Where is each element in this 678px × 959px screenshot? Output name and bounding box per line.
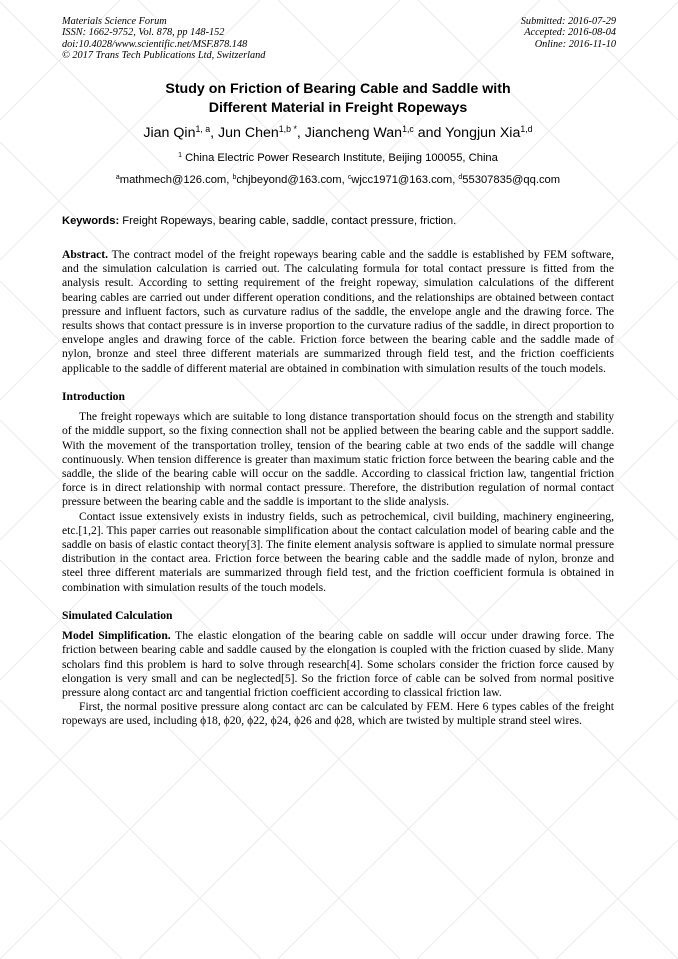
introduction-paragraph-2: Contact issue extensively exists in industry fields, such as petrochemical, civil building, machinery engineering, etc.[1,2]. This paper carries out reasonable simplification about the contact calculation model of bearing cable and the saddle on basis of elastic contact theory[3]. The finite element analysis software is applied to simulate normal pressure distribution in the contact area. Friction force between the bearing cable and the saddle made of nylon, bronze and steel three different materials are summarized through field test, and the friction coefficient formula is obtained in combination with simulation results of the touch models. [62, 509, 614, 594]
title-line-2: Different Material in Freight Ropeways [208, 99, 468, 116]
abstract-label: Abstract. [62, 248, 109, 261]
abstract-text: The contract model of the freight ropeways bearing cable and the saddle is established by FEM software, and the simulation calculation is carried out. The calculating formula for total contact pressure is fitted from the analysis result. According to setting requirement of the freight ropeway, simulation calculations of the different bearing cables are carried out under different operation conditions, and the relationships are obtained between contact pressure and influent factors, such as curvature radius of the saddle, the envelope angle and the drawing force. The results shows that contact pressure is in inverse proportion to the curvature radius of the saddle, in direct proportion to envelope angles and drawing force of the cable. Friction force between the bearing cable and the saddle made of nylon, bronze and steel three different materials are summarized through field test, and the friction coefficients applicable to the saddle of different material are obtained in combination with simulation results of the touch models. [62, 248, 614, 375]
email-address: 55307835@qq.com [462, 174, 561, 186]
accepted-date: Accepted: 2016-08-04 [524, 27, 616, 39]
simulated-calculation-heading: Simulated Calculation [62, 609, 173, 623]
author-name: Jun Chen [218, 125, 279, 141]
email-mark: c [347, 174, 352, 182]
email-mark: a [115, 174, 120, 182]
email-address: mathmech@126.com, [119, 174, 233, 186]
author-name: Yongjun Xia [445, 125, 521, 141]
keywords-text: Freight Ropeways, bearing cable, saddle, contact pressure, friction. [119, 215, 457, 227]
journal-info [62, 16, 265, 61]
email-list [62, 173, 614, 187]
affiliation-text: China Electric Power Research Institute, Beijing 100055, China [181, 152, 498, 164]
author-separator: , [296, 125, 305, 141]
email-address: wjcc1971@163.com, [351, 174, 459, 186]
paper-body [62, 248, 614, 729]
affiliation-mark: 1 [178, 152, 182, 160]
paper-title [62, 80, 614, 117]
author-name: Jiancheng Wan [304, 125, 403, 141]
introduction-heading: Introduction [62, 390, 125, 404]
email-address: chjbeyond@163.com, [236, 174, 348, 186]
online-date: Online: 2016-11-10 [534, 38, 616, 50]
submission-dates [521, 16, 616, 50]
copyright-line: © 2017 Trans Tech Publications Ltd, Switzerland [62, 49, 266, 61]
affiliation [62, 151, 614, 165]
model-simplification-paragraph [62, 629, 614, 700]
email-mark: d [458, 174, 463, 182]
model-simplification-label: Model Simplification. [62, 629, 171, 643]
doi-line: doi:10.4028/www.scientific.net/MSF.878.148 [62, 38, 248, 50]
author-list [62, 124, 614, 142]
author-separator: and [413, 125, 446, 141]
author-affiliation-mark: 1,b * [278, 124, 297, 135]
issn-line: ISSN: 1662-9752, Vol. 878, pp 148-152 [62, 27, 225, 39]
keywords [62, 214, 614, 228]
submitted-date: Submitted: 2016-07-29 [520, 16, 616, 27]
author-separator: , [210, 125, 219, 141]
author-affiliation-mark: 1, a [195, 124, 211, 135]
abstract [62, 248, 614, 376]
journal-name: Materials Science Forum [62, 16, 167, 27]
author-name: Jian Qin [143, 125, 196, 141]
title-line-1: Study on Friction of Bearing Cable and Saddle with [165, 81, 511, 97]
model-simplification-text: The elastic elongation of the bearing cable on saddle will occur under drawing force. The friction between bearing cable and saddle caused by the elongation is coupled with the friction cuased by slide. Many scholars find this problem is hard to solve through research[4]. Some scholars consider the friction force caused by elongation is very small and can be neglected[5]. So the friction force of cable can be solved from normal positive pressure along contact arc and tangential friction coefficient according to classical friction law. [62, 629, 614, 700]
introduction-paragraph-1: The freight ropeways which are suitable to long distance transportation should focus on the strength and stability of the middle support, so the fixing connection shall not be applied between the bearing cable and the support saddle. With the movement of the transportation trolley, tension of the bearing cable at two ends of the saddle will change continuously. When tension difference is greater than maximum static friction force between the bearing cable and the saddle, the slide of the bearing cable will occur on the saddle. According to classical friction law, tangential friction force is in direct relationship with normal contact pressure. Therefore, the distribution regulation of normal contact pressure between the bearing cable and the saddle is important to the slide analysis. [62, 410, 614, 509]
keywords-label: Keywords: [62, 215, 120, 227]
simulated-paragraph-2: First, the normal positive pressure along contact arc can be calculated by FEM. Here 6 types cables of the freight ropeways are used, including ϕ18, ϕ20, ϕ22, ϕ24, ϕ26 and ϕ28, which are twisted by multiple strand steel wires. [62, 700, 614, 728]
author-affiliation-mark: 1,d [520, 124, 533, 135]
author-affiliation-mark: 1,c [402, 124, 414, 135]
email-mark: b [232, 174, 237, 182]
